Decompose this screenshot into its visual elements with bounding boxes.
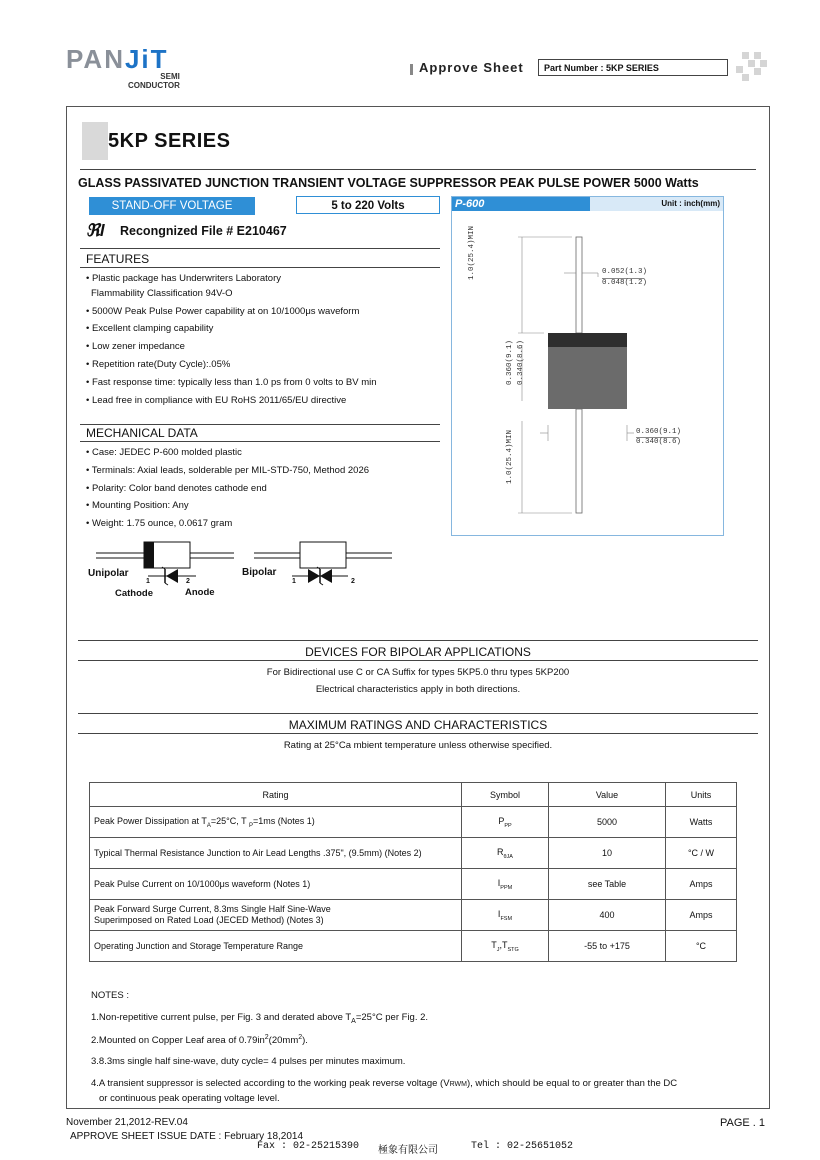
rating-cell: Operating Junction and Storage Temperature Range bbox=[90, 931, 462, 962]
bipolar-line-2: Electrical characteristics apply in both directions. bbox=[315, 684, 521, 695]
package-name: P-600 bbox=[452, 197, 590, 211]
list-item: • Lead free in compliance with EU RoHS 2011/65/EU directive bbox=[86, 394, 347, 406]
page-title: 5KP SERIES bbox=[108, 130, 231, 152]
value-cell: 5000 bbox=[549, 807, 666, 838]
rating-cell: Peak Forward Surge Current, 8.3ms Single Half Sine-Wave Superimposed on Rated Load (JECED Method) (Notes 3) bbox=[90, 900, 462, 931]
divider bbox=[78, 660, 758, 661]
list-item: • Terminals: Axial leads, solderable per MIL-STD-750, Method 2026 bbox=[86, 464, 370, 476]
logo-semi: SEMI bbox=[160, 72, 180, 81]
symbol-cell: $T_J,T_{STG}$ bbox=[462, 931, 549, 962]
ratings-table bbox=[89, 782, 737, 962]
title-divider bbox=[80, 169, 756, 170]
lead-length-top: 1.0(25.4)MIN bbox=[468, 225, 476, 280]
list-item: • Fast response time: typically less than 1.0 ps from 0 volts to BV min bbox=[86, 376, 377, 388]
mechanical-list bbox=[86, 444, 369, 533]
note-3: 3.8.3ms single half sine-wave, duty cycle= 4 pulses per minutes maximum. bbox=[91, 1056, 406, 1067]
symbol-cell: $I_{FSM}$ bbox=[462, 900, 549, 931]
company-name: 極象有限公司 bbox=[378, 1145, 438, 1156]
value-cell: 10 bbox=[549, 838, 666, 869]
standoff-voltage-label: STAND-OFF VOLTAGE bbox=[89, 197, 255, 215]
unipolar-pin1: 1 bbox=[146, 578, 150, 585]
issue-date: APPROVE SHEET ISSUE DATE : February 18,2014 bbox=[70, 1131, 304, 1142]
body-length-min: 0.340(8.6) bbox=[517, 339, 525, 385]
logo-pan: PAN bbox=[66, 44, 125, 74]
logo-jit: JiT bbox=[124, 44, 169, 74]
symbol-cell: $P_{PP}$ bbox=[462, 807, 549, 838]
notes-heading: NOTES : bbox=[91, 990, 130, 1001]
units-cell: Amps bbox=[666, 900, 737, 931]
symbol-cell: $I_{PPM}$ bbox=[462, 869, 549, 900]
bipolar-line-1: For Bidirectional use C or CA Suffix for types 5KP5.0 thru types 5KP200 bbox=[266, 667, 570, 678]
list-item: • 5000W Peak Pulse Power capability at on 10/1000μs waveform bbox=[86, 305, 360, 317]
rating-cell: Peak Pulse Current on 10/1000μs waveform (Notes 1) bbox=[90, 869, 462, 900]
list-item: • Weight: 1.75 ounce, 0.0617 gram bbox=[86, 518, 233, 530]
approve-marker bbox=[410, 64, 413, 75]
list-item: • Repetition rate(Duty Cycle):.05% bbox=[86, 358, 231, 370]
features-list bbox=[86, 270, 377, 409]
tel-number: Tel : 02-25651052 bbox=[471, 1141, 574, 1152]
list-item: • Plastic package has Underwriters Laboratory bbox=[86, 273, 282, 284]
value-cell: 400 bbox=[549, 900, 666, 931]
header-units: Units bbox=[666, 783, 737, 807]
unit-label: Unit : inch(mm) bbox=[590, 197, 723, 211]
divider bbox=[80, 248, 440, 249]
bipolar-label: Bipolar bbox=[242, 567, 277, 578]
features-heading: FEATURES bbox=[86, 252, 150, 266]
units-cell: Amps bbox=[666, 869, 737, 900]
product-subtitle: GLASS PASSIVATED JUNCTION TRANSIENT VOLTAGE SUPPRESSOR PEAK PULSE POWER 5000 Watts bbox=[78, 176, 699, 190]
table-header-row bbox=[90, 783, 737, 807]
table-row bbox=[90, 869, 737, 900]
list-item: • Mounting Position: Any bbox=[86, 500, 189, 512]
list-item: • Low zener impedance bbox=[86, 341, 185, 353]
unipolar-label: Unipolar bbox=[88, 568, 129, 579]
page-number: PAGE . 1 bbox=[720, 1117, 766, 1129]
note-4: 4.A transient suppressor is selected according to the working peak reverse voltage (VRWM), which should be equal to or greater than the DC bbox=[91, 1078, 678, 1089]
body-length-max: 0.360(9.1) bbox=[506, 339, 514, 385]
value-cell: -55 to +175 bbox=[549, 931, 666, 962]
list-item: Flammability Classification 94V-O bbox=[91, 287, 233, 299]
divider bbox=[78, 733, 758, 734]
bipolar-heading: DEVICES FOR BIPOLAR APPLICATIONS bbox=[305, 645, 531, 659]
divider bbox=[78, 713, 758, 714]
unipolar-pin2: 2 bbox=[186, 578, 190, 585]
rating-cell: Peak Power Dissipation at $T_A=25^\circ C$, T $_P$=1ms (Notes 1) bbox=[90, 807, 462, 838]
symbol-cell: $R_{\theta JA}$ bbox=[462, 838, 549, 869]
cathode-label: Cathode bbox=[115, 588, 153, 599]
table-row bbox=[90, 807, 737, 838]
lead-dia-max: 0.052(1.3) bbox=[602, 268, 648, 276]
value-cell: see Table bbox=[549, 869, 666, 900]
title-shade bbox=[82, 122, 108, 160]
panjit-logo bbox=[66, 44, 169, 75]
ratings-note: Rating at 25°Ca mbient temperature unless otherwise specified. bbox=[283, 740, 553, 751]
header-symbol: Symbol bbox=[462, 783, 549, 807]
body-dia-max: 0.360(9.1) bbox=[636, 428, 682, 436]
units-cell: Watts bbox=[666, 807, 737, 838]
table-row bbox=[90, 900, 737, 931]
header-rating: Rating bbox=[90, 783, 462, 807]
ul-recognized-icon: ℜl bbox=[86, 221, 105, 240]
divider bbox=[80, 424, 440, 425]
divider bbox=[78, 640, 758, 641]
revision-date: November 21,2012-REV.04 bbox=[66, 1117, 188, 1128]
note-1: 1.Non-repetitive current pulse, per Fig. 3 and derated above $T_A=25^\circ C$ per Fig. 2. bbox=[91, 1012, 429, 1025]
rating-cell: Typical Thermal Resistance Junction to Air Lead Lengths .375", (9.5mm) (Notes 2) bbox=[90, 838, 462, 869]
divider bbox=[80, 267, 440, 268]
bipolar-pin2: 2 bbox=[351, 578, 355, 585]
bipolar-pin1: 1 bbox=[292, 578, 296, 585]
fax-number: Fax : 02-25215390 bbox=[257, 1141, 360, 1152]
list-item: • Case: JEDEC P-600 molded plastic bbox=[86, 447, 242, 458]
table-row bbox=[90, 931, 737, 962]
list-item: • Excellent clamping capability bbox=[86, 323, 214, 335]
anode-label: Anode bbox=[185, 587, 215, 598]
ratings-heading: MAXIMUM RATINGS AND CHARACTERISTICS bbox=[288, 718, 548, 732]
lead-dia-min: 0.048(1.2) bbox=[602, 279, 648, 287]
table-row bbox=[90, 838, 737, 869]
package-drawing bbox=[452, 211, 723, 535]
mechanical-heading: MECHANICAL DATA bbox=[86, 426, 198, 440]
lead-length-bottom: 1.0(25.4)MIN bbox=[506, 429, 514, 484]
units-cell: °C bbox=[666, 931, 737, 962]
logo-conductor: CONDUCTOR bbox=[128, 81, 180, 90]
part-number-box: Part Number : 5KP SERIES bbox=[538, 59, 728, 76]
note-2: 2.Mounted on Copper Leaf area of $0.79in^2(20mm^2)$. bbox=[91, 1034, 308, 1047]
body-dia-min: 0.340(8.6) bbox=[636, 438, 682, 446]
note-4-cont: or continuous peak operating voltage level. bbox=[99, 1093, 280, 1104]
standoff-voltage-value: 5 to 220 Volts bbox=[296, 196, 440, 214]
header-value: Value bbox=[549, 783, 666, 807]
recognized-file: Recongnized File # E210467 bbox=[120, 224, 287, 238]
list-item: • Polarity: Color band denotes cathode end bbox=[86, 482, 267, 494]
approve-sheet-label: Approve Sheet bbox=[419, 60, 524, 75]
units-cell: °C / W bbox=[666, 838, 737, 869]
divider bbox=[80, 441, 440, 442]
logo-subtext bbox=[128, 72, 180, 90]
